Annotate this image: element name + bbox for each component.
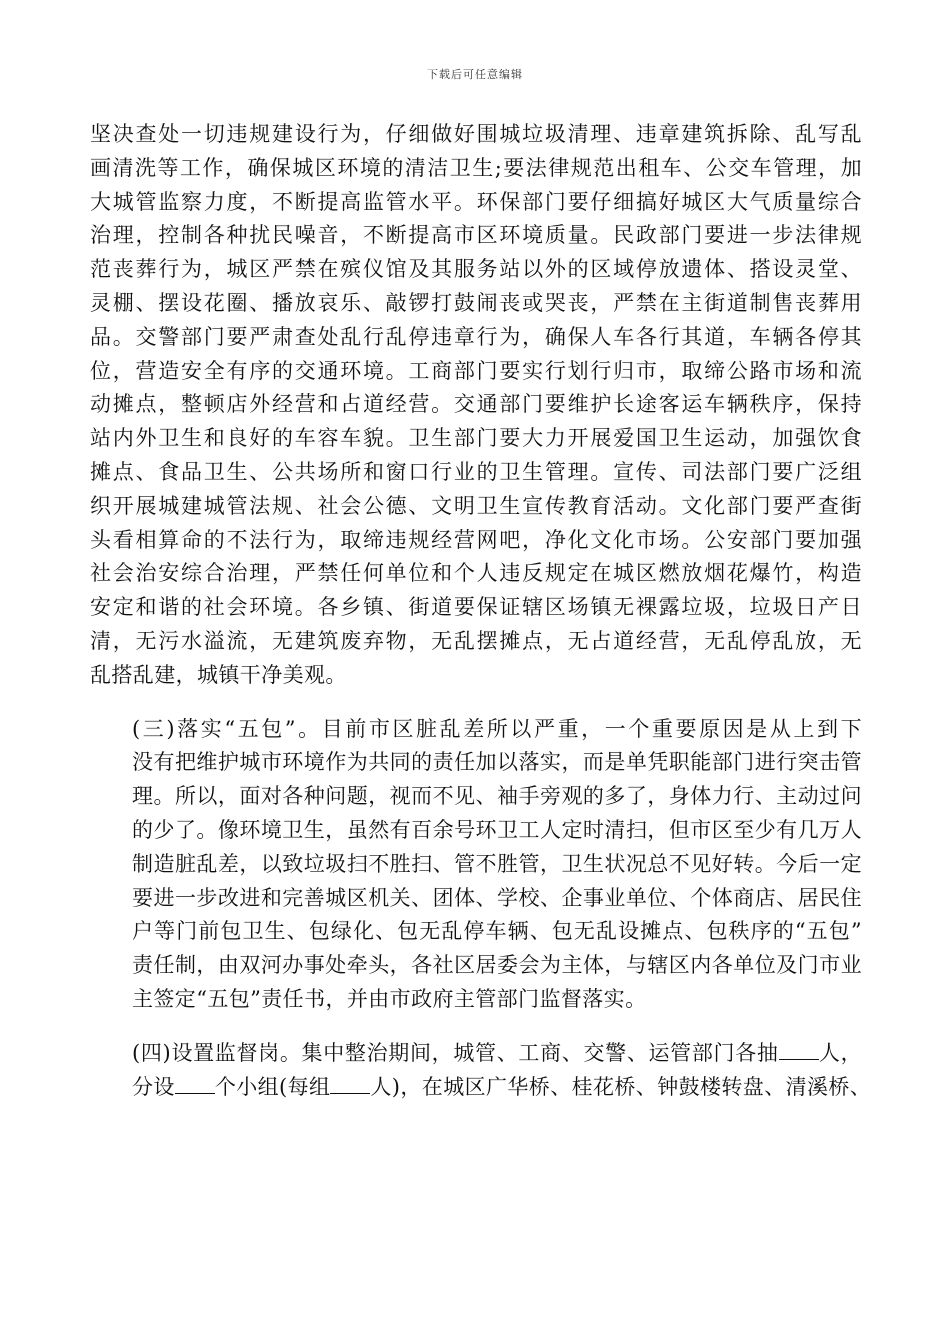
text-line: 织开展城建城管法规、社会公德、文明卫生宣传教育活动。文化部门要严查街 [90,493,862,518]
text-line: 清，无污水溢流，无建筑废弃物，无乱摆摊点，无占道经营，无乱停乱放，无 [90,628,862,653]
text-line: 理。所以，面对各种问题，视而不见、袖手旁观的多了，身体力行、主动过问 [132,784,862,809]
text-line: 大城管监察力度，不断提高监管水平。环保部门要仔细搞好城区大气质量综合 [90,189,862,214]
text-segment: 个小组(每组 [214,1074,331,1099]
text-line: 户等门前包卫生、包绿化、包无乱停车辆、包无乱设摊点、包秩序的“五包” [132,919,862,944]
text-line: 要进一步改进和完善城区机关、团体、学校、企事业单位、个体商店、居民住 [132,885,862,910]
text-segment: (四)设置监督岗。集中整治期间，城管、工商、交警、运管部门各抽 [132,1040,779,1065]
text-line: 位，营造安全有序的交通环境。工商部门要实行划行归市，取缔公路市场和流 [90,358,862,383]
paragraph-2-five-packages [90,713,862,1017]
text-line: 范丧葬行为，城区严禁在殡仪馆及其服务站以外的区域停放遗体、搭设灵堂、 [90,257,862,282]
text-segment: 人， [818,1040,862,1065]
fill-in-blank [330,1072,370,1094]
text-line: 头看相算命的不法行为，取缔违规经营网吧，净化文化市场。公安部门要加强 [90,527,862,552]
text-line [90,1037,862,1071]
text-line: 的少了。像环境卫生，虽然有百余号环卫工人定时清扫，但市区至少有几万人 [132,817,862,842]
text-line: (三)落实“五包”。目前市区脏乱差所以严重，一个重要原因是从上到下 [132,716,862,741]
text-segment: 分设 [132,1074,175,1099]
paragraph-1 [90,118,862,693]
text-line: 责任制，由双河办事处牵头，各社区居委会为主体，与辖区内各单位及门市业 [132,953,862,978]
fill-in-blank [175,1072,215,1094]
text-line: 安定和谐的社会环境。各乡镇、街道要保证辖区场镇无裸露垃圾，垃圾日产日 [90,595,862,620]
text-segment: 人)，在城区广华桥、桂花桥、钟鼓楼转盘、清溪桥、 [370,1074,872,1099]
text-line: 动摊点，整顿店外经营和占道经营。交通部门要维护长途客运车辆秩序，保持 [90,392,862,417]
fill-in-blank [779,1038,819,1060]
paragraph-3-supervision-posts [90,1037,872,1105]
text-line: 主签定“五包”责任书，并由市政府主管部门监督落实。 [132,986,647,1011]
text-line: 制造脏乱差，以致垃圾扫不胜扫、管不胜管，卫生状况总不见好转。今后一定 [132,851,862,876]
document-body [90,118,872,1104]
text-line: 品。交警部门要严肃查处乱行乱停违章行为，确保人车各行其道，车辆各停其 [90,324,862,349]
text-line: 没有把维护城市环境作为共同的责任加以落实，而是单凭职能部门进行突击管 [132,750,862,775]
text-line: 乱搭乱建，城镇干净美观。 [90,662,347,687]
text-line: 画清洗等工作，确保城区环境的清洁卫生;要法律规范出租车、公交车管理，加 [90,155,862,180]
text-line: 摊点、食品卫生、公共场所和窗口行业的卫生管理。宣传、司法部门要广泛组 [90,459,862,484]
text-line: 站内外卫生和良好的车容车貌。卫生部门要大力开展爱国卫生运动，加强饮食 [90,426,862,451]
header-note: 下载后可任意编辑 [427,68,523,81]
text-line: 坚决查处一切违规建设行为，仔细做好围城垃圾清理、违章建筑拆除、乱写乱 [90,122,862,146]
text-line: 灵棚、摆设花圈、播放哀乐、敲锣打鼓闹丧或哭丧，严禁在主街道制售丧葬用 [90,290,862,315]
text-line: 治理，控制各种扰民噪音，不断提高市区环境质量。民政部门要进一步法律规 [90,223,862,248]
text-line [90,1071,872,1105]
text-line: 社会治安综合治理，严禁任何单位和个人违反规定在城区燃放烟花爆竹，构造 [90,561,862,586]
